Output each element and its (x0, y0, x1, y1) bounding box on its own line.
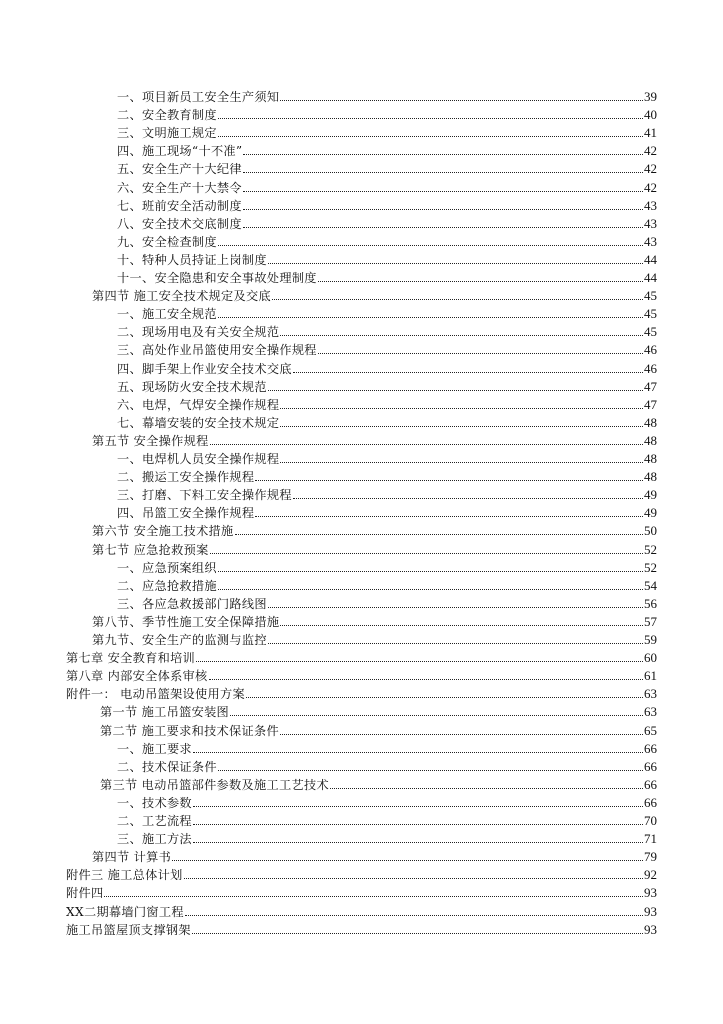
toc-entry-title: 施工吊篮屋顶支撑钢架 (66, 922, 191, 937)
toc-entry[interactable] (117, 557, 657, 575)
dot-leader (243, 154, 643, 155)
toc-entry[interactable] (66, 864, 657, 882)
toc-entry-title: 第二节 施工要求和技术保证条件 (100, 723, 279, 738)
toc-entry[interactable] (92, 520, 657, 538)
toc-entry-title: 第七节 应急抢救预案 (92, 542, 209, 557)
toc-entry-page-number: 50 (644, 523, 657, 539)
toc-entry[interactable] (117, 140, 657, 158)
toc-entry-title: 第九节、安全生产的监测与监控 (92, 633, 267, 647)
toc-entry-title: 第七章 安全教育和培训 (66, 651, 196, 666)
toc-entry-title: 第四节 施工安全技术规定及交底 (92, 289, 271, 304)
toc-entry[interactable] (117, 86, 657, 104)
toc-entry-title: 二、工艺流程 (117, 814, 192, 828)
toc-entry-page-number: 42 (644, 143, 657, 159)
dot-leader (272, 299, 643, 300)
toc-entry[interactable] (117, 122, 657, 140)
toc-entry-title: 二、搬运工安全操作规程 (117, 470, 255, 485)
toc-entry[interactable] (117, 810, 657, 828)
toc-entry[interactable] (92, 539, 657, 557)
toc-entry-page-number: 46 (644, 360, 657, 376)
toc-entry-title: 七、幕墙安装的安全技术规定 (117, 415, 280, 430)
toc-entry[interactable] (117, 738, 657, 756)
toc-entry-page-number: 71 (644, 831, 657, 847)
toc-entry-title: 第三节 电动吊篮部件参数及施工工艺技术 (100, 777, 329, 792)
toc-entry-title: 二、安全教育制度 (117, 108, 217, 123)
dot-leader (280, 335, 643, 336)
toc-entry-title: 第八章 内部安全体系审核 (66, 669, 208, 684)
dot-leader (230, 715, 643, 716)
toc-entry-page-number: 41 (644, 125, 657, 141)
toc-entry-page-number: 66 (644, 740, 657, 756)
toc-entry[interactable] (117, 267, 657, 285)
dot-leader (218, 118, 643, 119)
toc-entry-title: 附件一： 电动吊篮架设使用方案 (66, 687, 245, 702)
dot-leader (268, 263, 643, 264)
toc-entry-page-number: 48 (644, 414, 657, 430)
toc-entry-title: 三、施工方法 (117, 832, 192, 847)
dot-leader (218, 317, 643, 318)
toc-entry-page-number: 93 (644, 885, 657, 901)
dot-leader (243, 227, 643, 228)
toc-entry[interactable] (66, 919, 657, 937)
dot-leader (280, 408, 643, 409)
toc-entry-page-number: 43 (644, 215, 657, 231)
toc-entry-page-number: 70 (644, 813, 657, 828)
toc-entry-title: 七、班前安全活动制度 (117, 198, 242, 213)
dot-leader (268, 643, 643, 644)
toc-entry-title: 六、安全生产十大禁令 (117, 180, 242, 195)
dot-leader (243, 172, 643, 173)
dot-leader (246, 697, 643, 698)
dot-leader (268, 607, 643, 608)
dot-leader (184, 878, 643, 879)
toc-entry-page-number: 43 (644, 233, 657, 249)
toc-entry[interactable] (117, 593, 657, 611)
toc-entry-title: 第五节 安全操作规程 (92, 433, 209, 448)
toc-entry-page-number: 48 (644, 469, 657, 485)
toc-entry-title: 第八节、季节性施工安全保障措施 (92, 614, 280, 629)
dot-leader (210, 553, 643, 554)
toc-entry-title: 二、现场用电及有关安全规范 (117, 325, 280, 340)
toc-entry[interactable] (117, 502, 657, 520)
toc-entry[interactable] (66, 647, 657, 665)
dot-leader (330, 788, 643, 789)
toc-entry-page-number: 43 (644, 197, 657, 213)
toc-entry[interactable] (66, 901, 657, 919)
toc-entry-page-number: 48 (644, 451, 657, 466)
toc-entry[interactable] (117, 213, 657, 231)
toc-entry-title: 三、各应急救援部门路线图 (117, 596, 267, 611)
toc-entry-title: 八、安全技术交底制度 (117, 216, 242, 231)
dot-leader (293, 498, 643, 499)
toc-entry-title: 二、技术保证条件 (117, 759, 217, 774)
toc-entry-title: 一、应急预案组织 (117, 560, 217, 575)
toc-entry[interactable] (117, 195, 657, 213)
toc-entry-page-number: 48 (644, 432, 657, 448)
toc-entry-page-number: 52 (644, 559, 657, 575)
toc-entry[interactable] (117, 249, 657, 267)
toc-entry-page-number: 45 (644, 306, 657, 322)
toc-entry[interactable] (117, 792, 657, 810)
toc-entry-title: 三、高处作业吊篮使用安全操作规程 (117, 343, 317, 358)
dot-leader (255, 480, 643, 481)
toc-entry[interactable] (117, 358, 657, 376)
toc-entry-page-number: 42 (644, 179, 657, 195)
toc-entry[interactable] (92, 611, 657, 629)
toc-entry[interactable] (100, 720, 657, 738)
toc-entry-title: 五、安全生产十大纪律 (117, 162, 242, 177)
toc-entry-title: 十一、安全隐患和安全事故处理制度 (117, 271, 317, 285)
dot-leader (209, 679, 643, 680)
toc-entry-page-number: 57 (644, 613, 657, 629)
toc-entry[interactable] (117, 466, 657, 484)
toc-entry[interactable] (117, 448, 657, 466)
toc-entry[interactable] (117, 828, 657, 846)
toc-entry[interactable] (117, 575, 657, 593)
toc-entry-title: 三、文明施工规定 (117, 126, 217, 141)
toc-entry-title: 附件三 施工总体计划 (66, 868, 183, 883)
toc-entry-page-number: 63 (644, 686, 657, 702)
toc-entry-page-number: 79 (644, 849, 657, 865)
toc-entry-title: 四、施工现场“十不准” (117, 144, 243, 159)
dot-leader (218, 245, 643, 246)
toc-entry-page-number: 39 (644, 89, 657, 104)
dot-leader (104, 896, 643, 897)
toc-entry-title: 一、施工要求 (117, 741, 192, 756)
dot-leader (243, 191, 643, 192)
toc-entry-page-number: 44 (644, 251, 657, 267)
dot-leader (243, 209, 643, 210)
toc-entry-title: 附件四 (66, 886, 104, 901)
dot-leader (210, 444, 643, 445)
dot-leader (193, 842, 643, 843)
dot-leader (280, 100, 643, 101)
toc-entry[interactable] (117, 484, 657, 502)
toc-entry-title: 二、应急抢救措施 (117, 578, 217, 593)
toc-entry-page-number: 46 (644, 342, 657, 358)
toc-entry-title: 一、技术参数 (117, 795, 192, 810)
toc-entry-page-number: 66 (644, 794, 657, 810)
toc-entry-page-number: 56 (644, 595, 657, 611)
toc-entry-page-number: 44 (644, 270, 657, 285)
toc-entry-page-number: 59 (644, 632, 657, 647)
toc-entry-page-number: 66 (644, 758, 657, 774)
toc-entry[interactable] (66, 683, 657, 701)
toc-entry-page-number: 47 (644, 396, 657, 412)
toc-entry-page-number: 61 (644, 668, 657, 684)
toc-entry-page-number: 47 (644, 378, 657, 394)
toc-entry-page-number: 65 (644, 722, 657, 738)
dot-leader (218, 136, 643, 137)
toc-entry[interactable] (92, 629, 657, 647)
dot-leader (218, 589, 643, 590)
dot-leader (318, 353, 643, 354)
toc-entry-title: 四、吊篮工安全操作规程 (117, 506, 255, 521)
toc-entry[interactable] (117, 412, 657, 430)
dot-leader (192, 933, 643, 934)
toc-entry[interactable] (92, 846, 657, 864)
toc-entry[interactable] (117, 756, 657, 774)
toc-entry-page-number: 54 (644, 577, 657, 593)
toc-entry-title: 一、电焊机人员安全操作规程 (117, 452, 280, 466)
dot-leader (193, 806, 643, 807)
dot-leader (293, 372, 643, 373)
toc-entry-title: 十、特种人员持证上岗制度 (117, 252, 267, 267)
dot-leader (280, 625, 643, 626)
toc-entry-page-number: 52 (644, 541, 657, 557)
toc-entry[interactable] (117, 177, 657, 195)
dot-leader (196, 661, 643, 662)
dot-leader (218, 770, 643, 771)
toc-entry[interactable] (100, 774, 657, 792)
dot-leader (218, 571, 643, 572)
dot-leader (318, 281, 643, 282)
dot-leader (172, 860, 643, 861)
toc-entry[interactable] (100, 701, 657, 719)
toc-entry[interactable] (117, 339, 657, 357)
toc-entry[interactable] (117, 104, 657, 122)
toc-entry-page-number: 93 (644, 903, 657, 919)
toc-entry-title: 第六节 安全施工技术措施 (92, 524, 234, 539)
toc-entry-title: 六、电焊，气焊安全操作规程 (117, 397, 280, 412)
dot-leader (280, 462, 643, 463)
toc-entry-title: XX二期幕墙门窗工程 (66, 904, 184, 919)
toc-entry-page-number: 40 (644, 107, 657, 123)
toc-entry-page-number: 42 (644, 161, 657, 177)
toc-entry[interactable] (92, 430, 657, 448)
toc-entry-page-number: 49 (644, 487, 657, 503)
dot-leader (280, 426, 643, 427)
dot-leader (268, 390, 643, 391)
toc-entry-page-number: 45 (644, 324, 657, 340)
toc-entry[interactable] (117, 303, 657, 321)
dot-leader (193, 752, 643, 753)
dot-leader (185, 915, 643, 916)
toc-entry[interactable] (117, 321, 657, 339)
toc-entry-page-number: 93 (644, 921, 657, 937)
toc-entry[interactable] (117, 394, 657, 412)
toc-entry-page-number: 63 (644, 704, 657, 720)
toc-entry-title: 四、脚手架上作业安全技术交底 (117, 361, 292, 376)
toc-entry-title: 一、项目新员工安全生产须知 (117, 90, 280, 104)
dot-leader (235, 534, 643, 535)
toc-entry[interactable] (117, 158, 657, 176)
toc-entry-title: 第四节 计算书 (92, 850, 172, 865)
toc-entry-title: 五、现场防火安全技术规范 (117, 379, 267, 394)
toc-entry-title: 第一节 施工吊篮安装图 (100, 705, 230, 720)
dot-leader (255, 516, 643, 517)
toc-entry-page-number: 60 (644, 650, 657, 666)
toc-entry-page-number: 45 (644, 288, 657, 304)
dot-leader (193, 824, 643, 825)
dot-leader (280, 734, 643, 735)
toc-entry[interactable] (66, 882, 657, 900)
toc-entry-page-number: 92 (644, 867, 657, 883)
toc-entry-page-number: 66 (644, 776, 657, 792)
toc-entry-title: 九、安全检查制度 (117, 234, 217, 249)
toc-entry[interactable] (92, 285, 657, 303)
toc-entry[interactable] (117, 231, 657, 249)
toc-entry-title: 一、施工安全规范 (117, 307, 217, 322)
toc-entry[interactable] (66, 665, 657, 683)
toc-entry-title: 三、打磨、下料工安全操作规程 (117, 488, 292, 503)
toc-entry-page-number: 49 (644, 505, 657, 521)
toc-entry[interactable] (117, 376, 657, 394)
